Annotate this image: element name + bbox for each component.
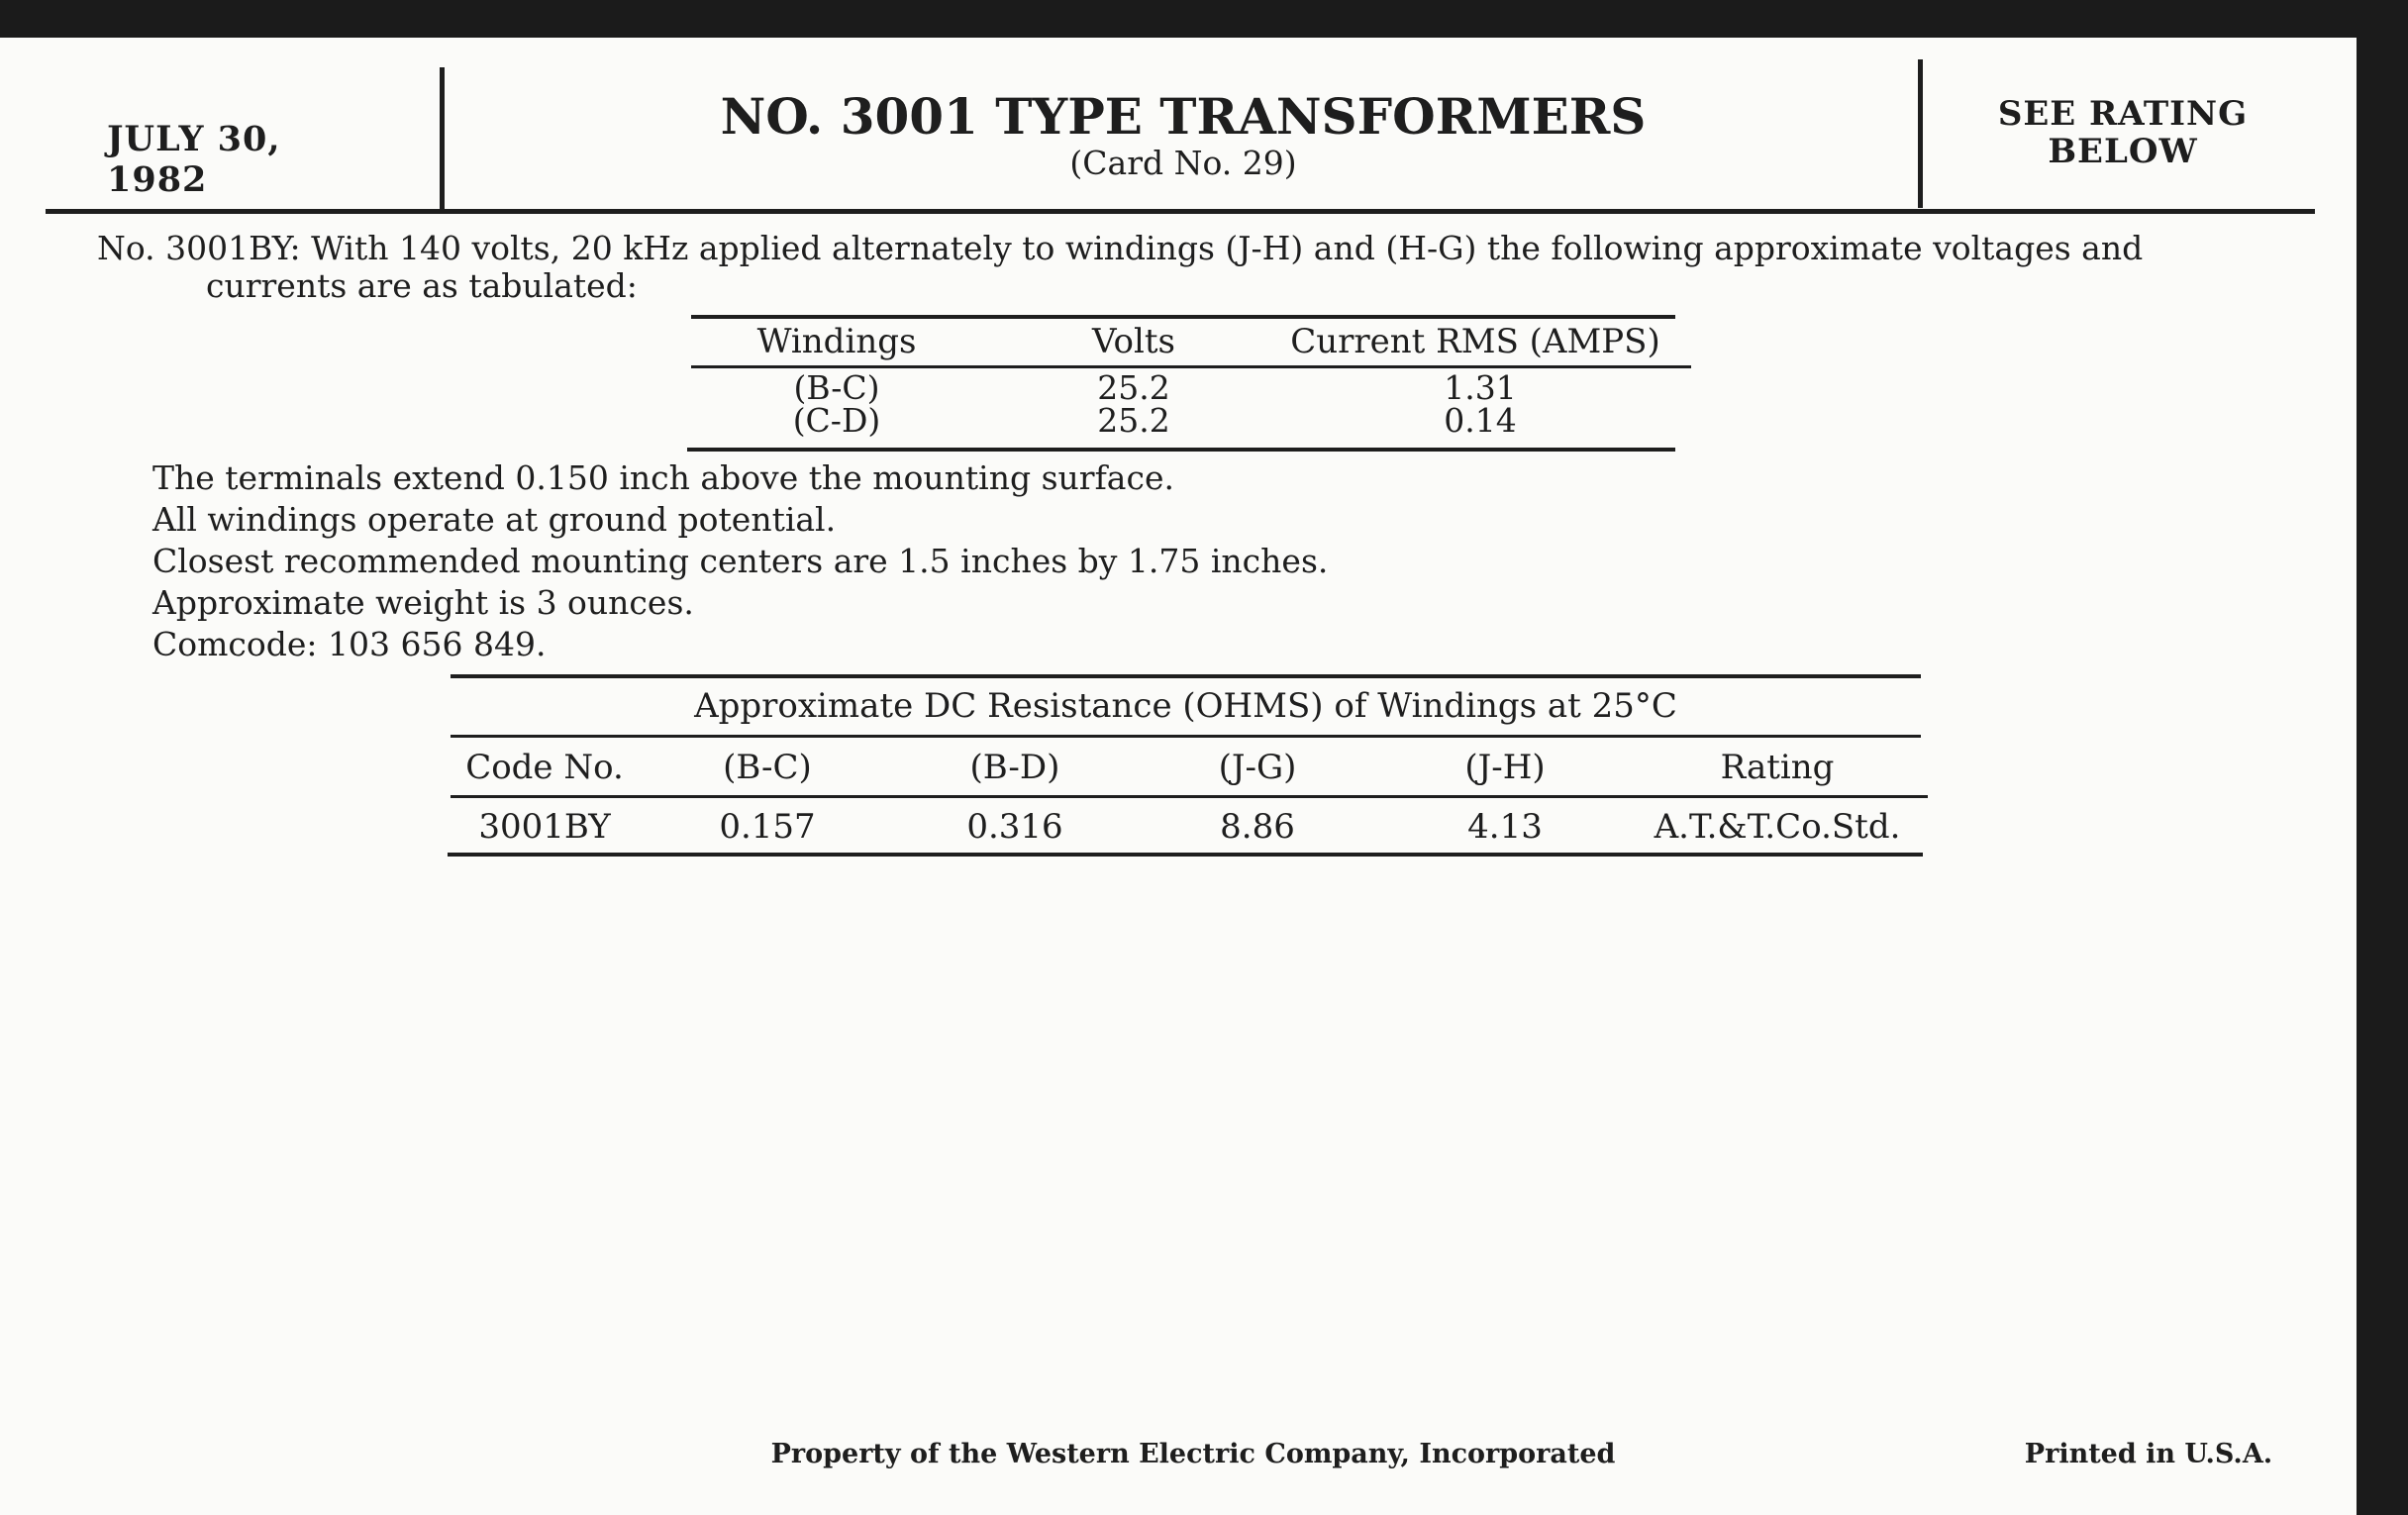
table2-cell: 0.316 [966, 807, 1063, 847]
scan-right-border [2357, 0, 2408, 1515]
footer-printed: Printed in U.S.A. [2024, 1439, 2273, 1469]
table2-cell: A.T.&T.Co.Std. [1654, 807, 1901, 847]
table1-cell: (B-C) [793, 368, 880, 407]
table2-col-jh: (J-H) [1464, 748, 1546, 787]
rating-line-1: SEE RATING [1997, 94, 2249, 134]
table1-col-current: Current RMS (AMPS) [1290, 322, 1660, 361]
intro-paragraph [97, 230, 2275, 305]
table2-header-rule [451, 795, 1928, 798]
note-mounting: Closest recommended mounting centers are 1.5 inches by 1.75 inches. [152, 542, 1329, 580]
table2-top-rule [451, 674, 1921, 678]
intro-line-1: No. 3001BY: With 140 volts, 20 kHz applied alternately to windings (J-H) and (H-G) the following approximate voltages and [97, 229, 2144, 267]
table2-title: Approximate DC Resistance (OHMS) of Windings at 25°C [694, 686, 1677, 726]
table1-col-windings: Windings [756, 322, 917, 361]
table1-cell: 25.2 [1097, 401, 1170, 440]
header-bottom-rule [46, 209, 2315, 214]
table2-col-rating: Rating [1720, 748, 1835, 787]
table2-col-jg: (J-G) [1218, 748, 1297, 787]
table1-bottom-rule [687, 448, 1675, 452]
table2-col-bd: (B-D) [969, 748, 1060, 787]
rating-line-2: BELOW [2048, 132, 2198, 171]
table1-cell: 25.2 [1097, 368, 1170, 407]
table1-top-rule [691, 315, 1675, 319]
table1-cell: 0.14 [1444, 401, 1517, 440]
table1-col-volts: Volts [1092, 322, 1175, 361]
note-weight: Approximate weight is 3 ounces. [152, 583, 694, 622]
table1-cell: 1.31 [1444, 368, 1517, 407]
notes-list [152, 457, 1737, 665]
footer-property: Property of the Western Electric Company, Incorporated [770, 1439, 1616, 1469]
table2-col-code: Code No. [465, 748, 624, 787]
note-terminals: The terminals extend 0.150 inch above the mounting surface. [152, 458, 1174, 497]
table2-cell: 3001BY [478, 807, 611, 847]
table2-bottom-rule [448, 853, 1923, 857]
table1-cell: (C-D) [792, 401, 881, 440]
table2-cell: 0.157 [719, 807, 816, 847]
header-rating [1925, 95, 2321, 170]
table2-title-rule [451, 735, 1921, 738]
page-title: NO. 3001 TYPE TRANSFORMERS [720, 87, 1647, 146]
header-date: JULY 30, 1982 [107, 119, 281, 200]
scan-top-border [0, 0, 2408, 38]
note-ground: All windings operate at ground potential. [152, 500, 837, 539]
header-divider-left [440, 67, 445, 214]
note-comcode: Comcode: 103 656 849. [152, 625, 547, 663]
table2-col-bc: (B-C) [723, 748, 812, 787]
intro-line-2: currents are as tabulated: [206, 266, 638, 305]
table2-cell: 8.86 [1220, 807, 1295, 847]
card-number: (Card No. 29) [1069, 144, 1297, 182]
table2-cell: 4.13 [1467, 807, 1543, 847]
